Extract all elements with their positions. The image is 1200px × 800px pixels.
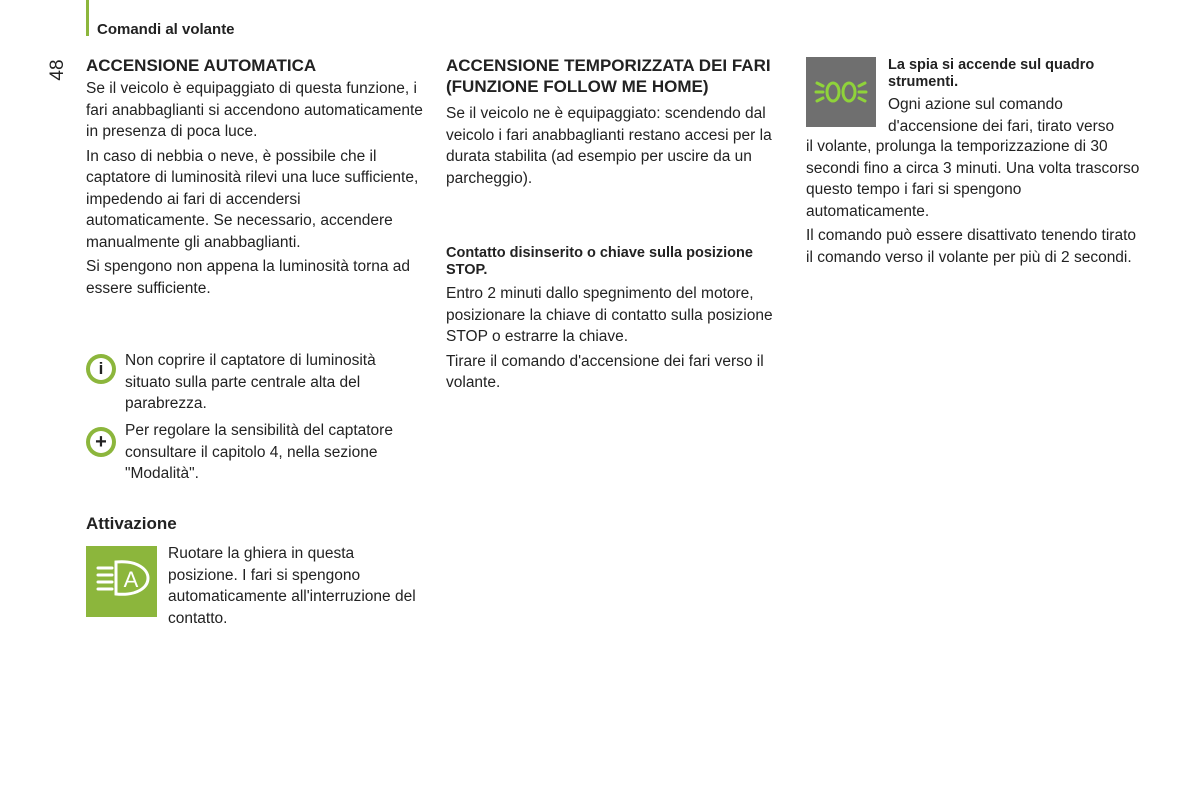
paragraph: Entro 2 minuti dallo spegnimento del motore, posizionare la chiave di contatto sulla posizione STOP o estrarre la chiave. <box>446 285 773 345</box>
paragraph: il volante, prolunga la temporizzazione di 30 secondi fino a circa 3 minuti. Una volta trascorso questo tempo i fari si spengono automaticamente. <box>806 138 1140 220</box>
activation-text: Ruotare la ghiera in questa posizione. I fari si spengono automaticamente all'interruzione del contatto. <box>168 545 416 627</box>
auto-letter: A <box>123 567 139 592</box>
heading-automatic-lighting: ACCENSIONE AUTOMATICA <box>86 56 317 75</box>
indicator-text: Ogni azione sul comando d'accensione dei fari, tirato verso <box>888 96 1115 135</box>
headlight-indicator-symbol <box>806 57 876 127</box>
plus-icon <box>86 427 116 457</box>
paragraph: Il comando può essere disattivato tenendo tirato il comando verso il volante per più di 2 secondi. <box>806 227 1137 266</box>
follow-me-home-intro: Se il veicolo ne è equipaggiato: scendendo dal veicolo i fari anabbaglianti restano accesi per la durata stabilita (ad esempio per uscire da un parcheggio). <box>446 105 772 187</box>
note-plus: Per regolare la sensibilità del captatore consultare il capitolo 4, nella sezione "Modalità". <box>125 422 393 482</box>
auto-headlight-icon <box>86 546 157 617</box>
paragraph: Tirare il comando d'accensione dei fari verso il volante. <box>446 352 764 391</box>
section-title: Comandi al volante <box>97 21 235 38</box>
heading-activation: Attivazione <box>86 514 177 533</box>
header-accent-bar <box>86 0 89 36</box>
auto-headlight-symbol <box>86 546 157 617</box>
subheading-ignition-off: Contatto disinserito o chiave sulla posizione STOP. <box>446 245 753 278</box>
plus-glyph: + <box>90 431 112 453</box>
page-number: 48 <box>47 59 68 81</box>
info-glyph: i <box>90 358 112 380</box>
info-icon <box>86 354 116 384</box>
paragraph: In caso di nebbia o neve, è possibile che il captatore di luminosità rilevi una luce sufficiente, impedendo ai fari di accendersi automaticamente. Se necessario, accendere manualmente gli anabbaglianti. <box>86 147 419 251</box>
automatic-lighting-text <box>86 78 426 302</box>
heading-follow-me-home: ACCENSIONE TEMPORIZZATA DEI FARI (FUNZIONE FOLLOW ME HOME) <box>446 56 771 96</box>
ignition-off-text <box>446 283 791 397</box>
paragraph: Si spengono non appena la luminosità torna ad essere sufficiente. <box>86 258 411 297</box>
note-info: Non coprire il captatore di luminosità situato sulla parte centrale alta del parabrezza. <box>125 352 376 412</box>
paragraph: Se il veicolo è equipaggiato di questa funzione, i fari anabbaglianti si accendono automaticamente in presenza di poca luce. <box>86 80 423 140</box>
indicator-heading: La spia si accende sul quadro strumenti. <box>888 57 1095 90</box>
headlight-indicator-icon <box>806 57 876 127</box>
indicator-text-continued <box>806 136 1146 271</box>
